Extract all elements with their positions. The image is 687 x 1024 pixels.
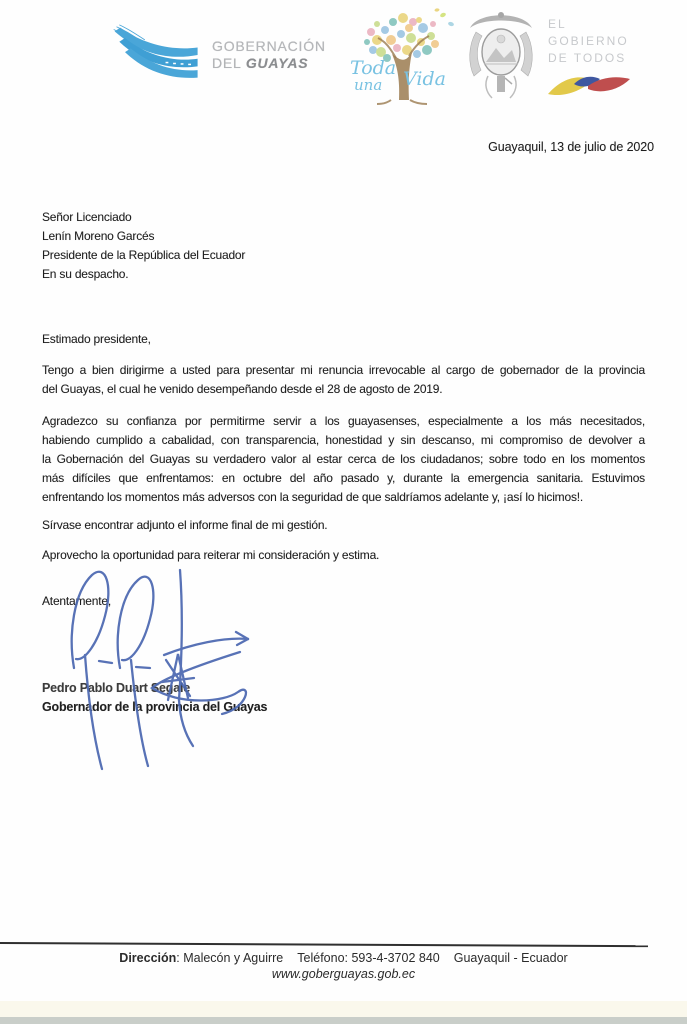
gobierno-label: GOBIERNO — [548, 34, 629, 48]
scan-edge-cream — [0, 1001, 687, 1017]
de-todos-label: DE TODOS — [548, 51, 627, 65]
wave-swoosh-icon — [110, 22, 206, 88]
gobernacion-guayas-logo — [110, 22, 326, 88]
recipient-line: Lenín Moreno Garcés — [42, 229, 155, 243]
paragraph-line: habiendo cumplido a cabalidad, con transparencia, honestidad y sin descanso, mi compromiso de devolver a — [42, 433, 645, 447]
paragraph-line: Tengo a bien dirigirme a usted para presentar mi renuncia irrevocable al cargo de gobernador de la provincia — [42, 363, 645, 377]
paragraph-line: del Guayas, el cual he venido desempeñando desde el 28 de agosto de 2019. — [42, 382, 443, 396]
toda-script-label: Toda — [350, 57, 397, 79]
vida-script-label: Vida — [403, 68, 446, 90]
address-value: : Malecón y Aguirre — [176, 951, 284, 965]
letter-body — [42, 208, 645, 611]
paragraph-line: enfrentando los momentos más adversos con la seguridad de que saldríamos adelante y, ¡así lo hicimos!. — [42, 490, 584, 504]
footer-divider — [0, 942, 648, 947]
footer — [0, 951, 687, 981]
paragraph-renuncia — [42, 361, 645, 399]
salutation: Estimado presidente, — [42, 332, 151, 346]
paragraph-line: Agradezco su confianza por permitirme servir a los guayasenses, especialmente a los más necesitados, — [42, 414, 645, 428]
gobernacion-guayas-wordmark — [212, 38, 326, 72]
butterfly-icon — [434, 8, 454, 27]
phone-value: Teléfono: 593-4-3702 840 — [297, 951, 440, 965]
scan-edge-gray — [0, 1017, 687, 1024]
recipient-line: En su despacho. — [42, 267, 129, 281]
signer-name: Pedro Pablo Duart Segale — [42, 681, 191, 695]
city-value: Guayaquil - Ecuador — [453, 951, 568, 965]
paragraph-line: la Gobernación del Guayas su verdadero valor al estar cerca de los ciudadanos; sobre todo en los momentos — [42, 452, 645, 466]
recipient-line: Señor Licenciado — [42, 210, 132, 224]
el-label: EL — [548, 17, 567, 31]
paragraph-line: más difíciles que enfrentamos: en octubre del año pasado y, durante la emergencia sanitaria. Estuvimos — [42, 471, 645, 485]
del-label: DEL — [212, 55, 242, 71]
paragraph-estima: Aprovecho la oportunidad para reiterar mi consideración y estima. — [42, 548, 380, 562]
recipient-block — [42, 208, 645, 284]
ecuador-flag-wave-icon — [548, 72, 630, 98]
tree-with-butterflies-icon — [347, 8, 459, 108]
handwritten-signature — [52, 556, 257, 791]
address-label: Dirección — [119, 951, 177, 965]
website-link: www.goberguayas.gob.ec — [271, 967, 416, 981]
paragraph-informe: Sírvase encontrar adjunto el informe final de mi gestión. — [42, 518, 328, 532]
date-line: Guayaquil, 13 de julio de 2020 — [488, 140, 654, 154]
una-script-label: una — [354, 76, 383, 94]
guayas-label: GUAYAS — [245, 55, 309, 71]
signer-title: Gobernador de la provincia del Guayas — [42, 699, 268, 714]
footer-contact-line — [0, 951, 687, 965]
closing-line: Atentamente, — [42, 594, 111, 608]
recipient-line: Presidente de la República del Ecuador — [42, 248, 246, 262]
paragraph-agradecimiento — [42, 412, 645, 507]
coat-of-arms-icon — [464, 6, 538, 102]
gobierno-de-todos-logo — [548, 16, 630, 103]
gobernacion-label: GOBERNACIÓN — [212, 38, 326, 54]
